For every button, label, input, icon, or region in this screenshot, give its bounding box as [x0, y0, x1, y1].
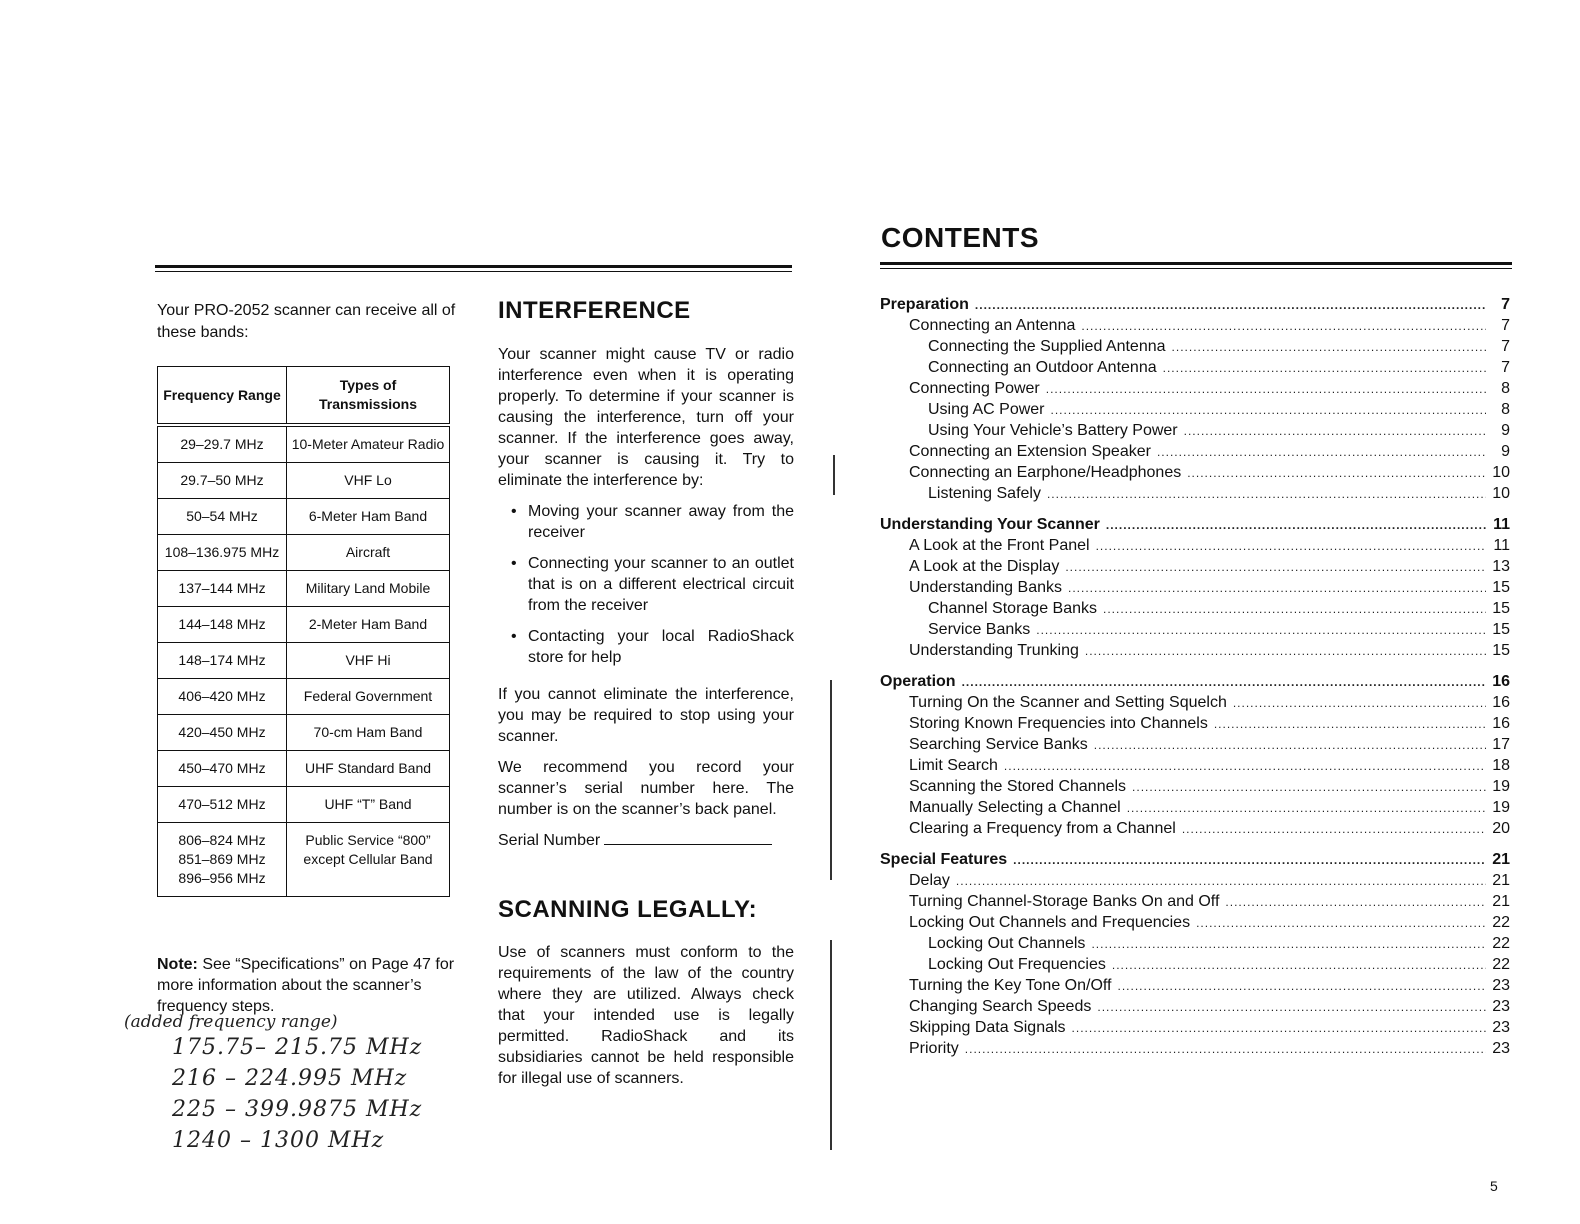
toc-entry-title: Channel Storage Banks — [928, 600, 1097, 617]
table-row — [158, 535, 450, 571]
frequency-range-cell: 406–420 MHz — [158, 679, 287, 715]
toc-leader-dots — [1187, 463, 1486, 484]
header-frequency-range: Frequency Range — [158, 367, 287, 426]
frequency-range-cell: 137–144 MHz — [158, 571, 287, 607]
toc-entry[interactable] — [880, 870, 1510, 891]
toc-entry-title: Using Your Vehicle’s Battery Power — [928, 422, 1178, 439]
transmission-type-cell: Aircraft — [287, 535, 450, 571]
toc-leader-dots — [1127, 798, 1486, 819]
toc-leader-dots — [1118, 976, 1487, 997]
toc-page-number: 22 — [1492, 956, 1510, 973]
toc-leader-dots — [1094, 735, 1486, 756]
note — [157, 954, 457, 1017]
toc-leader-dots — [962, 672, 1486, 693]
toc-leader-dots — [1068, 578, 1486, 599]
toc-entry-title: Understanding Banks — [909, 579, 1062, 596]
toc-entry-title: Turning On the Scanner and Setting Squelch — [909, 694, 1227, 711]
toc-entry-title: Limit Search — [909, 757, 998, 774]
toc-entry[interactable] — [880, 755, 1510, 776]
frequency-range-cell: 29–29.7 MHz — [158, 425, 287, 463]
frequency-range-cell: 148–174 MHz — [158, 643, 287, 679]
transmission-type-cell: UHF Standard Band — [287, 751, 450, 787]
toc-page-number: 18 — [1492, 757, 1510, 774]
toc-entry[interactable] — [880, 336, 1510, 357]
toc-page-number: 20 — [1492, 820, 1510, 837]
transmission-type-cell: Military Land Mobile — [287, 571, 450, 607]
toc-leader-dots — [1004, 756, 1486, 777]
interference-paragraph-1: Your scanner might cause TV or radio interference even when it is operating properly. To determine if your scanner is causing the interference, turn off your scanner. If the interference goes away, your scanner is causing it. Try to eliminate the interference by: — [498, 346, 794, 489]
toc-page-number: 10 — [1492, 485, 1510, 502]
toc-entry[interactable] — [880, 849, 1510, 870]
note-label: Note: — [157, 956, 198, 973]
toc-leader-dots — [1051, 400, 1487, 421]
intro-text: Your PRO-2052 scanner can receive all of these bands: — [157, 302, 456, 341]
toc-leader-dots — [1036, 620, 1486, 641]
frequency-range-cell: 29.7–50 MHz — [158, 463, 287, 499]
toc-entry-title: Locking Out Frequencies — [928, 956, 1106, 973]
toc-entry[interactable] — [880, 399, 1510, 420]
toc-entry-title: Listening Safely — [928, 485, 1041, 502]
toc-entry-title: Connecting an Antenna — [909, 317, 1076, 334]
toc-entry[interactable] — [880, 954, 1510, 975]
toc-entry-title: Locking Out Channels and Frequencies — [909, 914, 1191, 931]
toc-entry[interactable] — [880, 891, 1510, 912]
frequency-range-cell: 450–470 MHz — [158, 751, 287, 787]
table-row — [158, 823, 450, 897]
handwritten-note: (added frequency range) — [124, 1012, 338, 1032]
table-row — [158, 751, 450, 787]
toc-leader-dots — [1182, 819, 1486, 840]
toc-entry[interactable] — [880, 357, 1510, 378]
toc-entry-title: Connecting Power — [909, 380, 1040, 397]
toc-page-number: 7 — [1501, 317, 1510, 334]
toc-page-number: 19 — [1492, 799, 1510, 816]
toc-entry[interactable] — [880, 441, 1510, 462]
toc-leader-dots — [1106, 515, 1486, 536]
toc-page-number: 7 — [1501, 359, 1510, 376]
toc-entry[interactable] — [880, 462, 1510, 483]
toc-leader-dots — [1096, 536, 1486, 557]
toc-entry-title: Special Features — [880, 851, 1008, 868]
toc-page-number: 17 — [1492, 736, 1510, 753]
table-row — [158, 643, 450, 679]
toc-entry[interactable] — [880, 556, 1510, 577]
gutter-mark — [830, 940, 832, 1150]
interference-body — [498, 344, 794, 861]
transmission-type-cell: Public Service “800” except Cellular Band — [287, 823, 450, 897]
toc-page-number: 8 — [1501, 380, 1510, 397]
table-row — [158, 715, 450, 751]
scanning-legally-paragraph: Use of scanners must conform to the requirements of the law of the country where they are utilized. Always check that your intended use is legally permitted. RadioShack and its subsidiaries cannot be held responsible for illegal use of scanners. — [498, 944, 794, 1087]
toc-entry[interactable] — [880, 1017, 1510, 1038]
table-row — [158, 571, 450, 607]
toc-page-number: 22 — [1492, 914, 1510, 931]
toc-leader-dots — [975, 295, 1486, 316]
toc-entry-title: Preparation — [880, 296, 969, 313]
frequency-range-cell: 108–136.975 MHz — [158, 535, 287, 571]
toc-leader-dots — [1172, 337, 1486, 358]
toc-entry-title: A Look at the Display — [909, 558, 1060, 575]
toc-leader-dots — [1046, 379, 1486, 400]
toc-leader-dots — [1047, 484, 1486, 505]
table-row — [158, 499, 450, 535]
toc-page-number: 9 — [1501, 443, 1510, 460]
toc-entry-title: Connecting an Outdoor Antenna — [928, 359, 1157, 376]
toc-entry[interactable] — [880, 420, 1510, 441]
toc-leader-dots — [1097, 997, 1486, 1018]
gutter-mark — [833, 455, 835, 495]
toc-page-number: 11 — [1493, 516, 1510, 533]
handwritten-ranges — [120, 1032, 440, 1156]
toc-leader-dots — [1072, 1018, 1486, 1039]
toc-leader-dots — [1103, 599, 1486, 620]
toc-entry[interactable] — [880, 598, 1510, 619]
toc-leader-dots — [1091, 934, 1486, 955]
toc-entry[interactable] — [880, 294, 1510, 315]
transmission-type-cell: 6-Meter Ham Band — [287, 499, 450, 535]
toc-page-number: 21 — [1492, 893, 1510, 910]
frequency-range-cell: 420–450 MHz — [158, 715, 287, 751]
handwritten-annotation — [120, 1012, 440, 1156]
toc-page-number: 15 — [1492, 600, 1510, 617]
scanning-legally-heading: SCANNING LEGALLY: — [498, 896, 758, 923]
table-row — [158, 787, 450, 823]
toc-entry-title: Storing Known Frequencies into Channels — [909, 715, 1208, 732]
toc-leader-dots — [965, 1039, 1486, 1060]
toc-entry-title: Priority — [909, 1040, 959, 1057]
toc-leader-dots — [1157, 442, 1486, 463]
table-header-row — [158, 367, 450, 426]
toc-entry[interactable] — [880, 640, 1510, 661]
toc-page-number: 16 — [1492, 694, 1510, 711]
toc-entry-title: Locking Out Channels — [928, 935, 1086, 952]
toc-entry[interactable] — [880, 933, 1510, 954]
interference-paragraph-3: We recommend you record your scanner’s serial number here. The number is on the scanner’s back panel. — [498, 759, 794, 818]
handwritten-range: 225 – 399.9875 MHz — [172, 1097, 423, 1122]
toc-entry-title: Understanding Your Scanner — [880, 516, 1100, 533]
toc-leader-dots — [1013, 850, 1486, 871]
frequency-range-cell: 806–824 MHz 851–869 MHz 896–956 MHz — [158, 823, 287, 897]
toc-entry[interactable] — [880, 577, 1510, 598]
transmission-type-cell: VHF Hi — [287, 643, 450, 679]
serial-number-row — [498, 830, 794, 851]
table-of-contents — [880, 294, 1510, 1059]
toc-entry-title: Skipping Data Signals — [909, 1019, 1066, 1036]
contents-title: CONTENTS — [881, 222, 1039, 253]
toc-page-number: 9 — [1501, 422, 1510, 439]
toc-entry[interactable] — [880, 996, 1510, 1017]
toc-entry-title: Delay — [909, 872, 950, 889]
toc-entry-title: Understanding Trunking — [909, 642, 1079, 659]
toc-page-number: 23 — [1492, 998, 1510, 1015]
toc-page-number: 7 — [1501, 338, 1510, 355]
toc-page-number: 13 — [1492, 558, 1510, 575]
toc-entry-title: Manually Selecting a Channel — [909, 799, 1121, 816]
toc-entry-title: Connecting an Earphone/Headphones — [909, 464, 1182, 481]
toc-page-number: 23 — [1492, 1019, 1510, 1036]
toc-page-number: 15 — [1492, 579, 1510, 596]
interference-heading: INTERFERENCE — [498, 297, 691, 324]
toc-entry-title: Clearing a Frequency from a Channel — [909, 820, 1176, 837]
toc-page-number: 16 — [1492, 715, 1510, 732]
bullet-item: • Moving your scanner away from the receiver — [498, 501, 794, 543]
toc-page-number: 11 — [1493, 537, 1510, 554]
table-row — [158, 463, 450, 499]
right-top-rule — [880, 262, 1512, 265]
scanning-legally-body — [498, 942, 794, 1099]
toc-entry-title: Turning the Key Tone On/Off — [909, 977, 1112, 994]
handwritten-range: 1240 – 1300 MHz — [172, 1128, 385, 1153]
transmission-type-cell: 10-Meter Amateur Radio — [287, 425, 450, 463]
toc-entry[interactable] — [880, 818, 1510, 839]
frequency-range-cell: 470–512 MHz — [158, 787, 287, 823]
interference-bullets — [498, 501, 794, 668]
toc-leader-dots — [1184, 421, 1486, 442]
toc-leader-dots — [1085, 641, 1486, 662]
toc-entry-title: Operation — [880, 673, 956, 690]
toc-entry-title: A Look at the Front Panel — [909, 537, 1090, 554]
toc-leader-dots — [1081, 316, 1486, 337]
toc-entry[interactable] — [880, 912, 1510, 933]
toc-entry-title: Scanning the Stored Channels — [909, 778, 1127, 795]
transmission-type-cell: VHF Lo — [287, 463, 450, 499]
toc-entry[interactable] — [880, 671, 1510, 692]
note-text: See “Specifications” on Page 47 for more information about the scanner’s frequency steps. — [157, 956, 455, 1015]
toc-entry[interactable] — [880, 483, 1510, 504]
toc-page-number: 22 — [1492, 935, 1510, 952]
handwritten-range: 175.75– 215.75 MHz — [172, 1035, 423, 1060]
serial-number-label: Serial Number — [498, 832, 601, 849]
gutter-mark — [830, 680, 832, 880]
bullet-item: • Contacting your local RadioShack store for help — [498, 626, 794, 668]
table-row — [158, 607, 450, 643]
toc-leader-dots — [1196, 913, 1486, 934]
toc-entry[interactable] — [880, 514, 1510, 535]
page-number: 5 — [1490, 1178, 1498, 1194]
toc-entry-title: Service Banks — [928, 621, 1031, 638]
frequency-table-body — [158, 425, 450, 897]
toc-entry-title: Searching Service Banks — [909, 736, 1088, 753]
toc-leader-dots — [1112, 955, 1486, 976]
toc-page-number: 16 — [1492, 673, 1510, 690]
toc-leader-dots — [1163, 358, 1486, 379]
left-top-rule-thin — [155, 271, 792, 272]
toc-leader-dots — [1132, 777, 1486, 798]
toc-entry[interactable] — [880, 734, 1510, 755]
frequency-table — [157, 366, 450, 897]
transmission-type-cell: Federal Government — [287, 679, 450, 715]
transmission-type-cell: 70-cm Ham Band — [287, 715, 450, 751]
toc-leader-dots — [1065, 557, 1486, 578]
toc-page-number: 10 — [1492, 464, 1510, 481]
serial-number-line — [604, 830, 772, 845]
toc-entry-title: Changing Search Speeds — [909, 998, 1092, 1015]
toc-entry[interactable] — [880, 535, 1510, 556]
transmission-type-cell: UHF “T” Band — [287, 787, 450, 823]
toc-entry[interactable] — [880, 692, 1510, 713]
toc-page-number: 23 — [1492, 1040, 1510, 1057]
header-transmission-types: Types of Transmissions — [287, 367, 450, 426]
toc-page-number: 19 — [1492, 778, 1510, 795]
toc-leader-dots — [1214, 714, 1486, 735]
toc-entry-title: Connecting the Supplied Antenna — [928, 338, 1166, 355]
bullet-item: • Connecting your scanner to an outlet that is on a different electrical circuit from the receiver — [498, 553, 794, 616]
toc-page-number: 15 — [1492, 621, 1510, 638]
transmission-type-cell: 2-Meter Ham Band — [287, 607, 450, 643]
toc-leader-dots — [956, 871, 1486, 892]
toc-entry[interactable] — [880, 1038, 1510, 1059]
table-row — [158, 425, 450, 463]
toc-entry-title: Using AC Power — [928, 401, 1045, 418]
toc-page-number: 23 — [1492, 977, 1510, 994]
toc-entry[interactable] — [880, 619, 1510, 640]
frequency-range-cell: 50–54 MHz — [158, 499, 287, 535]
toc-entry[interactable] — [880, 378, 1510, 399]
toc-leader-dots — [1233, 693, 1486, 714]
toc-entry[interactable] — [880, 797, 1510, 818]
toc-entry[interactable] — [880, 776, 1510, 797]
handwritten-range: 216 – 224.995 MHz — [172, 1066, 408, 1091]
toc-entry[interactable] — [880, 713, 1510, 734]
toc-entry[interactable] — [880, 315, 1510, 336]
toc-entry-title: Connecting an Extension Speaker — [909, 443, 1151, 460]
interference-paragraph-2: If you cannot eliminate the interference, you may be required to stop using your scanner. — [498, 686, 794, 745]
toc-page-number: 15 — [1492, 642, 1510, 659]
table-row — [158, 679, 450, 715]
toc-leader-dots — [1225, 892, 1486, 913]
right-top-rule-thin — [880, 268, 1512, 269]
toc-page-number: 8 — [1501, 401, 1510, 418]
toc-entry[interactable] — [880, 975, 1510, 996]
toc-entry-title: Turning Channel-Storage Banks On and Off — [909, 893, 1220, 910]
frequency-range-cell: 144–148 MHz — [158, 607, 287, 643]
toc-page-number: 21 — [1492, 872, 1510, 889]
left-top-rule — [155, 265, 792, 268]
toc-page-number: 21 — [1492, 851, 1510, 868]
toc-page-number: 7 — [1501, 296, 1510, 313]
